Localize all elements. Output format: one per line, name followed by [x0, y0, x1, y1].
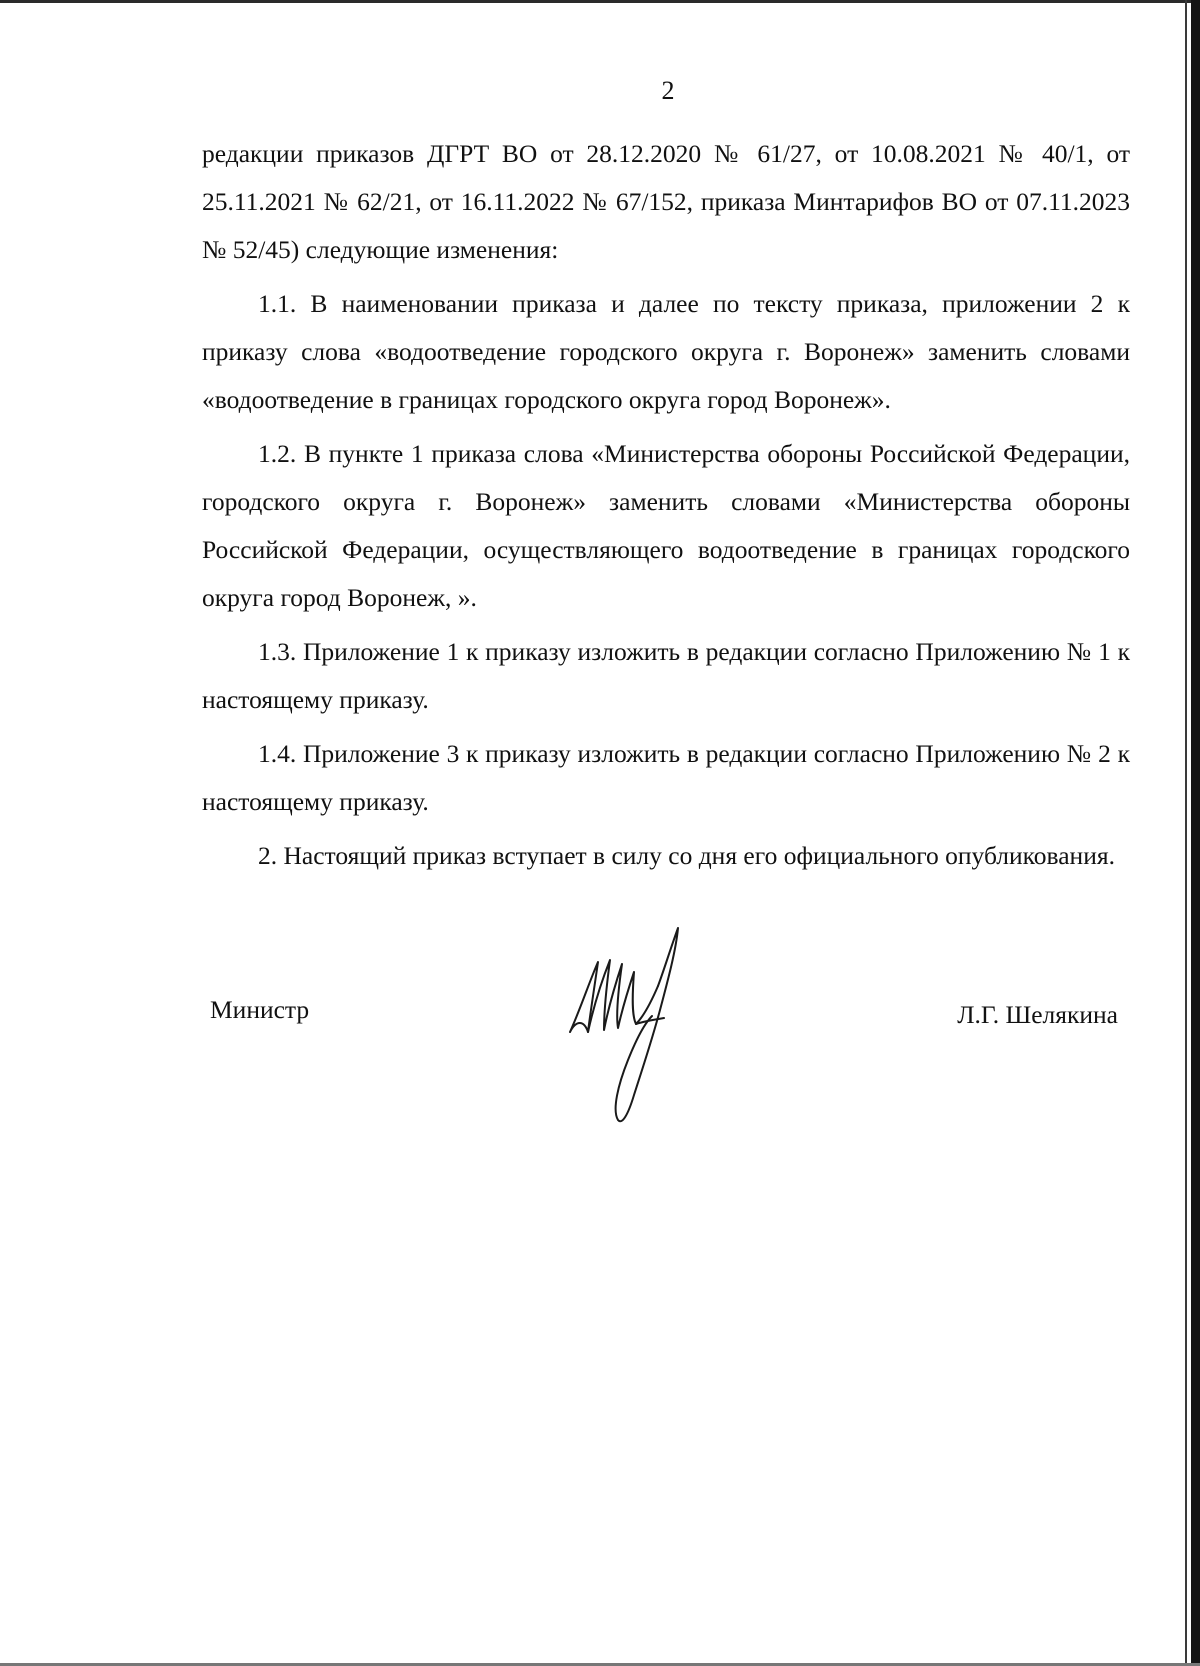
scan-edge-right-line [1185, 0, 1187, 1666]
signer-role: Министр [210, 995, 310, 1024]
paragraph-1-4: 1.4. Приложение 3 к приказу изложить в редакции согласно Приложению № 2 к настоящему приказу. [202, 739, 1130, 816]
signer-name: Л.Г. Шелякина [957, 1000, 1118, 1029]
page-number: 2 [661, 76, 675, 105]
paragraph-continuation: редакции приказов ДГРТ ВО от 28.12.2020 № 61/27, от 10.08.2021 № 40/1, от 25.11.2021 № 62/21, от 16.11.2022 № 67/152, приказа Минтарифов ВО от 07.11.2023 № 52/45) следующие изменения: [202, 139, 1130, 264]
handwritten-signature-icon [560, 920, 700, 1130]
paragraph-1-2: 1.2. В пункте 1 приказа слова «Министерства обороны Российской Федерации, городского округа г. Воронеж» заменить словами «Министерства обороны Российской Федерации, осуществляющего водоотведение в границах городского округа город Воронеж, ». [202, 439, 1130, 612]
paragraph-2: 2. Настоящий приказ вступает в силу со дня его официального опубликования. [258, 841, 1115, 870]
scan-edge-right [1191, 0, 1200, 1666]
paragraph-1-3: 1.3. Приложение 1 к приказу изложить в редакции согласно Приложению № 1 к настоящему приказу. [202, 637, 1130, 714]
scan-edge-top [0, 0, 1200, 3]
signature-block [0, 920, 1200, 1140]
document-body [202, 130, 1130, 886]
paragraph-1-1: 1.1. В наименовании приказа и далее по тексту приказа, приложении 2 к приказу слова «водоотведение городского округа г. Воронеж» заменить словами «водоотведение в границах городского округа город Воронеж». [202, 289, 1130, 414]
